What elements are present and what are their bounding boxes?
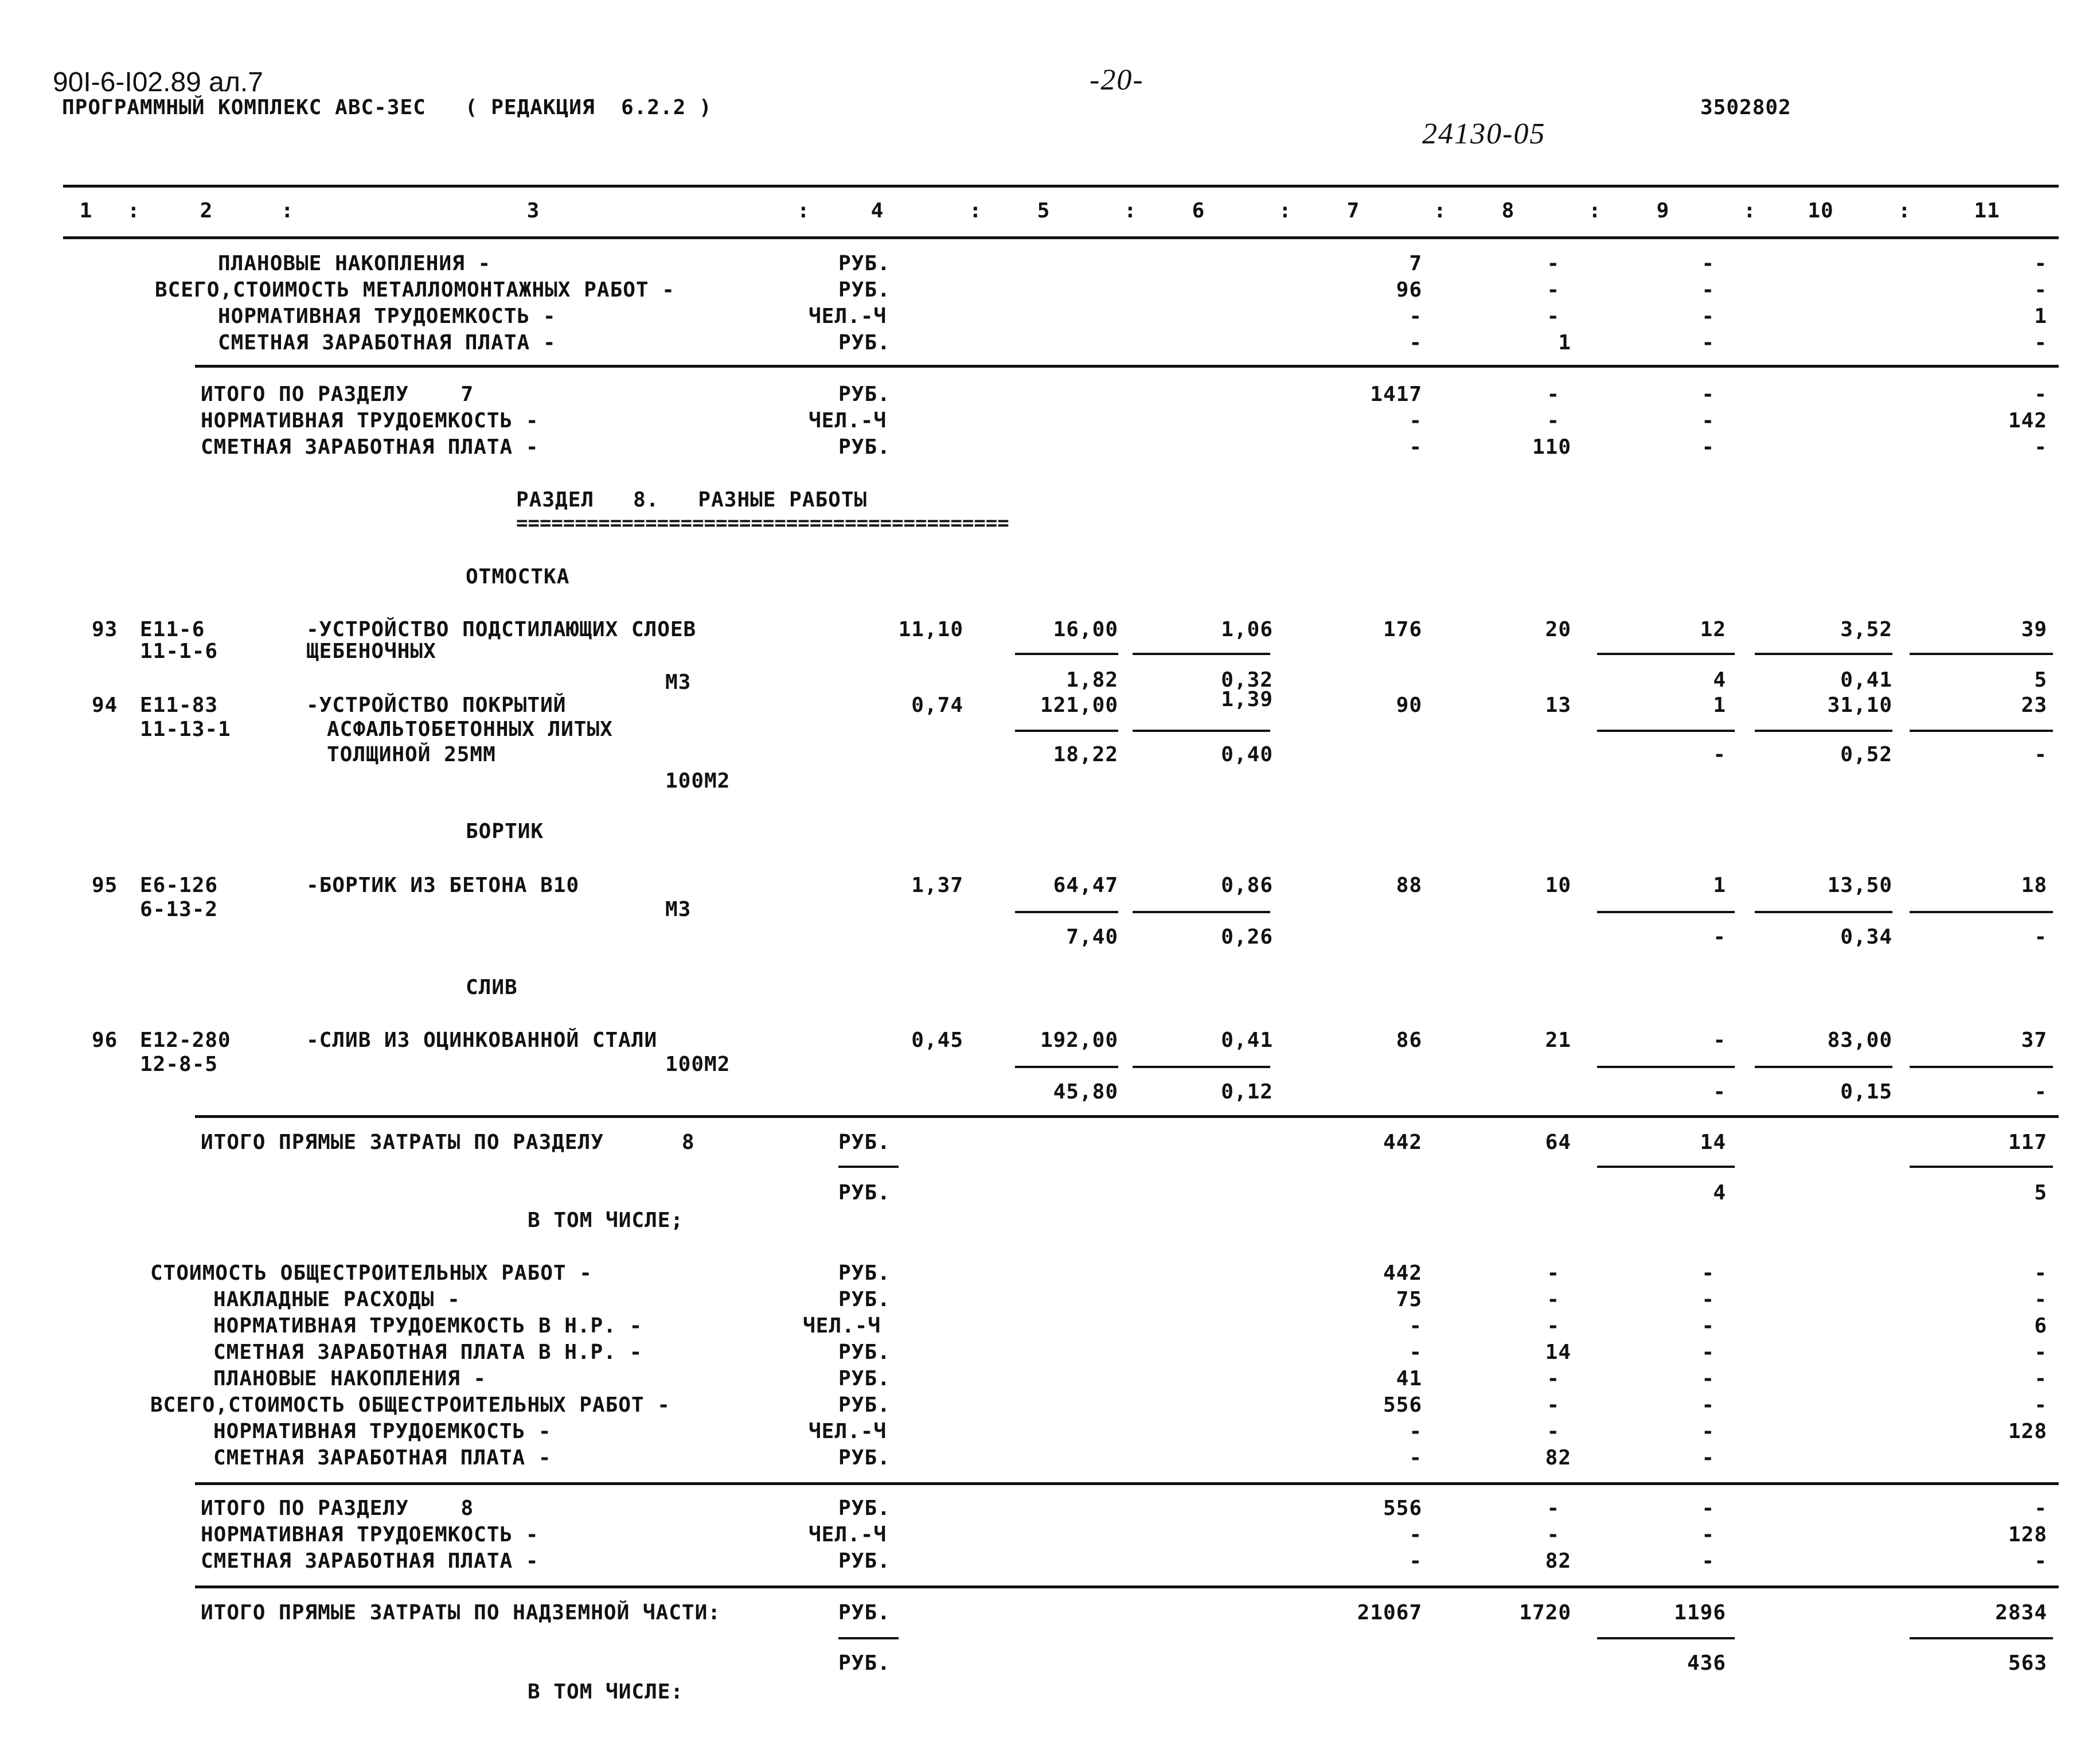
item-c6: 0,41 [1221,1028,1273,1052]
rule [1910,653,2053,655]
row-c7: - [1409,331,1422,354]
item-c9: 1 [1713,874,1726,897]
row-c8: - [1547,278,1560,302]
group-title: ОТМОСТКА [466,565,570,589]
row-c9: - [1701,1288,1715,1311]
row-label: СМЕТНАЯ ЗАРАБОТНАЯ ПЛАТА - [218,331,556,354]
item-unit: 100М2 [665,1053,731,1076]
col-header: 11 [1974,199,2000,223]
item-c5-sub: 45,80 [1053,1080,1118,1104]
row-unit: РУБ. [838,1288,891,1311]
item-description: -УСТРОЙСТВО ПОКРЫТИЙ [306,694,567,717]
col-sep: : [1898,199,1911,223]
col-sep: : [797,199,810,223]
row-c11: 128 [2008,1523,2047,1546]
row-c11-sub: 5 [2034,1181,2047,1205]
item-c11: 23 [2021,694,2047,717]
row-c8: 110 [1532,435,1571,459]
rule [1910,730,2053,732]
row-c11: - [2034,1393,2047,1417]
item-c11-sub: 5 [2034,668,2047,692]
row-c8: - [1547,252,1560,275]
row-label: НОРМАТИВНАЯ ТРУДОЕМКОСТЬ - [201,1523,539,1546]
row-c9: - [1701,1497,1715,1520]
item-c9: 1 [1713,694,1726,717]
item-c11-sub: - [2034,925,2047,949]
row-unit: ЧЕЛ.-Ч [809,409,887,433]
col-header: 5 [1037,199,1051,223]
item-c8: 21 [1545,1028,1571,1052]
row-c11: - [2034,278,2047,302]
rule [195,1585,2059,1588]
row-c8: 1 [1558,331,1571,354]
rule [1597,730,1735,732]
row-label: НОРМАТИВНАЯ ТРУДОЕМКОСТЬ В Н.Р. - [213,1314,643,1338]
row-unit: РУБ. [838,1261,891,1285]
row-c8: - [1547,1288,1560,1311]
col-header: 3 [526,199,540,223]
row-unit: РУБ. [838,252,891,275]
page-number: -20- [1090,64,1144,96]
item-number: 95 [92,874,118,897]
row-c11: - [2034,1288,2047,1311]
item-description: -СЛИВ ИЗ ОЦИНКОВАННОЙ СТАЛИ [306,1028,658,1052]
col-sep: : [969,199,982,223]
item-description-line3: ТОЛЩИНОЙ 25ММ [327,743,496,766]
item-unit: 100М2 [665,769,731,793]
item-description-line2: АСФАЛЬТОБЕТОННЫХ ЛИТЫХ [327,718,613,741]
item-c6: 1,06 [1221,618,1273,641]
row-unit: РУБ. [838,1497,891,1520]
row-c9: - [1701,383,1715,406]
row-label: ИТОГО ПРЯМЫЕ ЗАТРАТЫ ПО НАДЗЕМНОЙ ЧАСТИ: [201,1601,721,1624]
rule [1133,730,1270,732]
rule [1015,653,1118,655]
row-c11: 6 [2034,1314,2047,1338]
row-c9: - [1701,1341,1715,1364]
row-c8: - [1547,409,1560,433]
rule [1133,911,1270,913]
item-c7: 90 [1396,694,1422,717]
item-c10-sub: 0,52 [1840,743,1892,766]
item-quantity: 11,10 [898,618,963,641]
item-c9: - [1713,1028,1726,1052]
rule [1910,1166,2053,1168]
group-title: СЛИВ [466,976,518,999]
rule [1755,1066,1892,1068]
row-c7: - [1409,1523,1422,1546]
col-sep: : [127,199,140,223]
item-c5-sub: 18,22 [1053,743,1118,766]
rule [1910,1066,2053,1068]
item-c7: 88 [1396,874,1422,897]
row-label: СМЕТНАЯ ЗАРАБОТНАЯ ПЛАТА - [201,435,539,459]
item-code-alt: 6-13-2 [140,898,218,921]
row-c7: 442 [1383,1261,1422,1285]
rule [1133,1066,1270,1068]
including-label: В ТОМ ЧИСЛЕ: [528,1680,684,1704]
row-c11: 117 [2008,1131,2047,1154]
row-unit: РУБ. [838,1549,891,1573]
row-c11-sub: 563 [2008,1651,2047,1675]
rule [1597,1166,1735,1168]
item-code-alt: 12-8-5 [140,1053,218,1076]
row-c7: 1417 [1370,383,1422,406]
row-label: ПЛАНОВЫЕ НАКОПЛЕНИЯ - [213,1367,487,1390]
document-number: 3502802 [1700,96,1791,119]
row-c7: 75 [1396,1288,1422,1311]
col-header: 10 [1808,199,1834,223]
item-c6: 0,86 [1221,874,1273,897]
section-title: РАЗДЕЛ 8. РАЗНЫЕ РАБОТЫ [516,488,868,512]
row-unit: РУБ. [838,1341,891,1364]
item-c9-sub: - [1713,743,1726,766]
item-number: 93 [92,618,118,641]
rule [838,1637,899,1639]
row-c9: - [1701,252,1715,275]
item-description-line2: ЩЕБЕНОЧНЫХ [306,640,436,663]
row-c8: - [1547,1523,1560,1546]
row-unit: РУБ. [838,1601,891,1624]
row-label: СМЕТНАЯ ЗАРАБОТНАЯ ПЛАТА - [213,1446,552,1470]
row-c9: - [1701,1523,1715,1546]
row-c11: 128 [2008,1420,2047,1443]
col-sep: : [1434,199,1447,223]
row-c11: 2834 [1995,1601,2047,1624]
col-header: 6 [1192,199,1205,223]
row-label: ВСЕГО,СТОИМОСТЬ ОБЩЕСТРОИТЕЛЬНЫХ РАБОТ - [150,1393,670,1417]
rule [1910,1637,2053,1639]
row-c8: - [1547,305,1560,328]
rule [1755,653,1892,655]
row-c9: - [1701,278,1715,302]
col-sep: : [1743,199,1756,223]
row-unit: РУБ. [838,1181,891,1205]
row-c7: 442 [1383,1131,1422,1154]
item-c10: 3,52 [1840,618,1892,641]
item-c6-sub: 0,12 [1221,1080,1273,1104]
row-c7: - [1409,305,1422,328]
item-c10: 83,00 [1827,1028,1892,1052]
row-c9: - [1701,1314,1715,1338]
row-c8: - [1547,383,1560,406]
item-c6: 1,39 [1221,688,1273,711]
col-sep: : [1279,199,1292,223]
row-c8: 14 [1545,1341,1571,1364]
row-c7: - [1409,1420,1422,1443]
item-number: 96 [92,1028,118,1052]
rule [1755,911,1892,913]
item-quantity: 0,45 [911,1028,963,1052]
item-quantity: 0,74 [911,694,963,717]
item-c6-sub: 0,32 [1221,668,1273,692]
item-c5: 64,47 [1053,874,1118,897]
row-c8: - [1547,1261,1560,1285]
item-code: Е12-280 [140,1028,231,1052]
item-c10: 13,50 [1827,874,1892,897]
item-c11: 18 [2021,874,2047,897]
item-code: Е11-6 [140,618,205,641]
rule [1015,730,1118,732]
row-c9: - [1701,409,1715,433]
rule [63,236,2059,239]
item-c10: 31,10 [1827,694,1892,717]
row-c8: - [1547,1393,1560,1417]
item-c11: 39 [2021,618,2047,641]
row-label: ВСЕГО,СТОИМОСТЬ МЕТАЛЛОМОНТАЖНЫХ РАБОТ - [155,278,675,302]
row-c8: - [1547,1497,1560,1520]
rule [195,1115,2059,1118]
item-description: -БОРТИК ИЗ БЕТОНА В10 [306,874,580,897]
row-c7: 556 [1383,1393,1422,1417]
item-c5: 16,00 [1053,618,1118,641]
rule [1910,911,2053,913]
item-number: 94 [92,694,118,717]
item-c11-sub: - [2034,743,2047,766]
row-c8: 82 [1545,1549,1571,1573]
row-c7: 556 [1383,1497,1422,1520]
row-c11: 142 [2008,409,2047,433]
row-c9: - [1701,1393,1715,1417]
row-c9: - [1701,1420,1715,1443]
row-c11: - [2034,1341,2047,1364]
row-c7: - [1409,409,1422,433]
row-label: ПЛАНОВЫЕ НАКОПЛЕНИЯ - [218,252,491,275]
rule [63,185,2059,188]
col-header: 2 [200,199,213,223]
item-c9: 12 [1700,618,1726,641]
row-c9: - [1701,305,1715,328]
row-label: НОРМАТИВНАЯ ТРУДОЕМКОСТЬ - [213,1420,552,1443]
row-c7: 96 [1396,278,1422,302]
item-code-alt: 11-1-6 [140,640,218,663]
row-c8: 64 [1545,1131,1571,1154]
row-c8: - [1547,1420,1560,1443]
row-unit: ЧЕЛ.-Ч [809,1523,887,1546]
row-label: СМЕТНАЯ ЗАРАБОТНАЯ ПЛАТА В Н.Р. - [213,1341,643,1364]
row-c11: - [2034,331,2047,354]
row-c8: - [1547,1367,1560,1390]
row-label: ИТОГО ПО РАЗДЕЛУ 8 [201,1497,474,1520]
row-c7: 7 [1409,252,1422,275]
item-c5: 121,00 [1040,694,1118,717]
row-c9: 1196 [1674,1601,1726,1624]
item-quantity: 1,37 [911,874,963,897]
row-c9: - [1701,1367,1715,1390]
group-title: БОРТИК [466,820,544,843]
item-c8: 13 [1545,694,1571,717]
document-code: 90I-6-I02.89 ал.7 [53,67,263,98]
col-header: 8 [1501,199,1515,223]
program-title: ПРОГРАММНЫЙ КОМПЛЕКС АВС-ЗЕС ( РЕДАКЦИЯ 6.2.2 ) [62,96,712,119]
item-code: Е11-83 [140,694,218,717]
row-unit: РУБ. [838,435,891,459]
row-c11: - [2034,1549,2047,1573]
item-c9-sub: - [1713,1080,1726,1104]
row-unit: РУБ. [838,1131,891,1154]
row-c9-sub: 436 [1687,1651,1726,1675]
row-c11: - [2034,435,2047,459]
item-code: Е6-126 [140,874,218,897]
item-c7: 176 [1383,618,1422,641]
rule [1597,911,1735,913]
item-c11: 37 [2021,1028,2047,1052]
handwritten-stamp: 24130-05 [1422,118,1546,150]
row-c9: - [1701,435,1715,459]
rule [1015,1066,1118,1068]
row-c11: - [2034,252,2047,275]
row-c11: - [2034,1261,2047,1285]
item-c8: 10 [1545,874,1571,897]
row-unit: ЧЕЛ.-Ч [809,305,887,328]
row-unit: РУБ. [838,1367,891,1390]
row-c8: - [1547,1314,1560,1338]
col-header: 4 [871,199,884,223]
row-unit: РУБ. [838,278,891,302]
row-label: ИТОГО ПРЯМЫЕ ЗАТРАТЫ ПО РАЗДЕЛУ 8 [201,1131,695,1154]
item-c6-sub: 0,26 [1221,925,1273,949]
row-c9-sub: 4 [1713,1181,1726,1205]
item-c5: 192,00 [1040,1028,1118,1052]
item-description: -УСТРОЙСТВО ПОДСТИЛАЮЩИХ СЛОЕВ [306,618,697,641]
row-label: НОРМАТИВНАЯ ТРУДОЕМКОСТЬ - [218,305,556,328]
row-label: НАКЛАДНЫЕ РАСХОДЫ - [213,1288,460,1311]
col-sep: : [281,199,294,223]
rule [1755,730,1892,732]
row-label: НОРМАТИВНАЯ ТРУДОЕМКОСТЬ - [201,409,539,433]
row-c7: - [1409,1314,1422,1338]
rule [838,1166,899,1168]
col-header: 9 [1656,199,1670,223]
item-c6-sub: 0,40 [1221,743,1273,766]
row-unit: РУБ. [838,383,891,406]
col-sep: : [1588,199,1602,223]
row-c7: 21067 [1357,1601,1422,1624]
row-unit: РУБ. [838,331,891,354]
item-code-alt: 11-13-1 [140,718,231,741]
row-unit: ЧЕЛ.-Ч [803,1314,881,1338]
rule [195,1482,2059,1485]
row-c9: - [1701,1261,1715,1285]
row-unit: РУБ. [838,1651,891,1675]
item-c10-sub: 0,34 [1840,925,1892,949]
rule [195,365,2059,368]
rule [1133,653,1270,655]
row-c9: - [1701,1446,1715,1470]
row-c7: - [1409,1446,1422,1470]
row-unit: РУБ. [838,1446,891,1470]
item-c10-sub: 0,41 [1840,668,1892,692]
item-unit: М3 [665,671,692,694]
row-c7: - [1409,1341,1422,1364]
row-c7: 41 [1396,1367,1422,1390]
row-c7: - [1409,1549,1422,1573]
row-c9: - [1701,1549,1715,1573]
rule [1597,653,1735,655]
item-c5-sub: 1,82 [1066,668,1118,692]
rule [1015,911,1118,913]
item-c10-sub: 0,15 [1840,1080,1892,1104]
row-c8: 1720 [1519,1601,1571,1624]
row-c9: - [1701,331,1715,354]
item-c7: 86 [1396,1028,1422,1052]
row-c11: - [2034,1367,2047,1390]
row-label: СМЕТНАЯ ЗАРАБОТНАЯ ПЛАТА - [201,1549,539,1573]
rule [1597,1066,1735,1068]
row-c8: 82 [1545,1446,1571,1470]
row-c11: - [2034,1497,2047,1520]
item-c9-sub: - [1713,925,1726,949]
row-label: ИТОГО ПО РАЗДЕЛУ 7 [201,383,474,406]
item-unit: М3 [665,898,692,921]
col-header: 1 [79,199,93,223]
row-c9: 14 [1700,1131,1726,1154]
including-label: В ТОМ ЧИСЛЕ; [528,1209,684,1232]
col-sep: : [1124,199,1137,223]
item-c9-sub: 4 [1713,668,1726,692]
section-underline: ========================================== [516,512,1009,535]
row-label: СТОИМОСТЬ ОБЩЕСТРОИТЕЛЬНЫХ РАБОТ - [150,1261,592,1285]
col-header: 7 [1346,199,1360,223]
item-c11-sub: - [2034,1080,2047,1104]
item-c5-sub: 7,40 [1066,925,1118,949]
row-c11: - [2034,383,2047,406]
rule [1597,1637,1735,1639]
row-c11: 1 [2034,305,2047,328]
item-c8: 20 [1545,618,1571,641]
row-unit: ЧЕЛ.-Ч [809,1420,887,1443]
row-c7: - [1409,435,1422,459]
row-unit: РУБ. [838,1393,891,1417]
